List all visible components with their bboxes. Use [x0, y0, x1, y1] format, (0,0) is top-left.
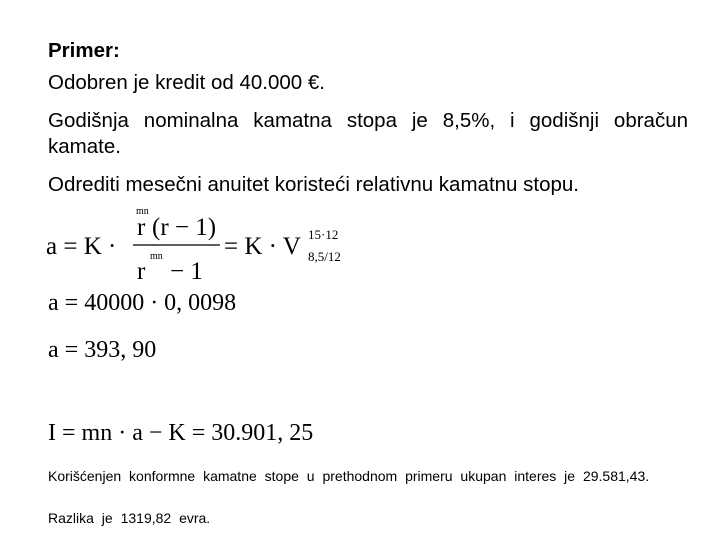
- task-text: Odrediti mesečni anuitet koristeći relativnu kamatnu stopu.: [48, 173, 579, 196]
- annuity-calculation: a = 40000 · 0, 0098: [48, 290, 237, 316]
- rhs-superscript: 15·12: [308, 227, 339, 242]
- formula-lhs: a = K ·: [46, 233, 117, 260]
- numerator-exponent: mn: [136, 206, 149, 217]
- annuity-formula: [44, 202, 364, 288]
- formula-rhs: = K · V: [224, 233, 301, 260]
- annuity-result: a = 393, 90: [48, 337, 157, 363]
- loan-amount-text: Odobren je kredit od 40.000 €.: [48, 71, 325, 94]
- numerator-base: r: [137, 214, 146, 241]
- denominator-rest: − 1: [170, 258, 203, 285]
- denominator-exponent: mn: [150, 251, 163, 262]
- total-interest-formula: I = mn · a − K = 30.901, 25: [48, 420, 314, 446]
- example-heading: Primer:: [48, 39, 120, 62]
- difference-note: Razlika je 1319,82 evra.: [48, 510, 211, 526]
- interest-rate-text: Godišnja nominalna kamatna stopa je 8,5%, i godišnji obračun kamate.: [48, 109, 688, 158]
- numerator-rest: (r − 1): [152, 214, 217, 241]
- denominator-base: r: [137, 258, 146, 285]
- conformal-rate-note: Korišćenjen konformne kamatne stope u prethodnom primeru ukupan interes je 29.581,43.: [48, 468, 650, 484]
- rhs-subscript: 8,5/12: [308, 249, 341, 264]
